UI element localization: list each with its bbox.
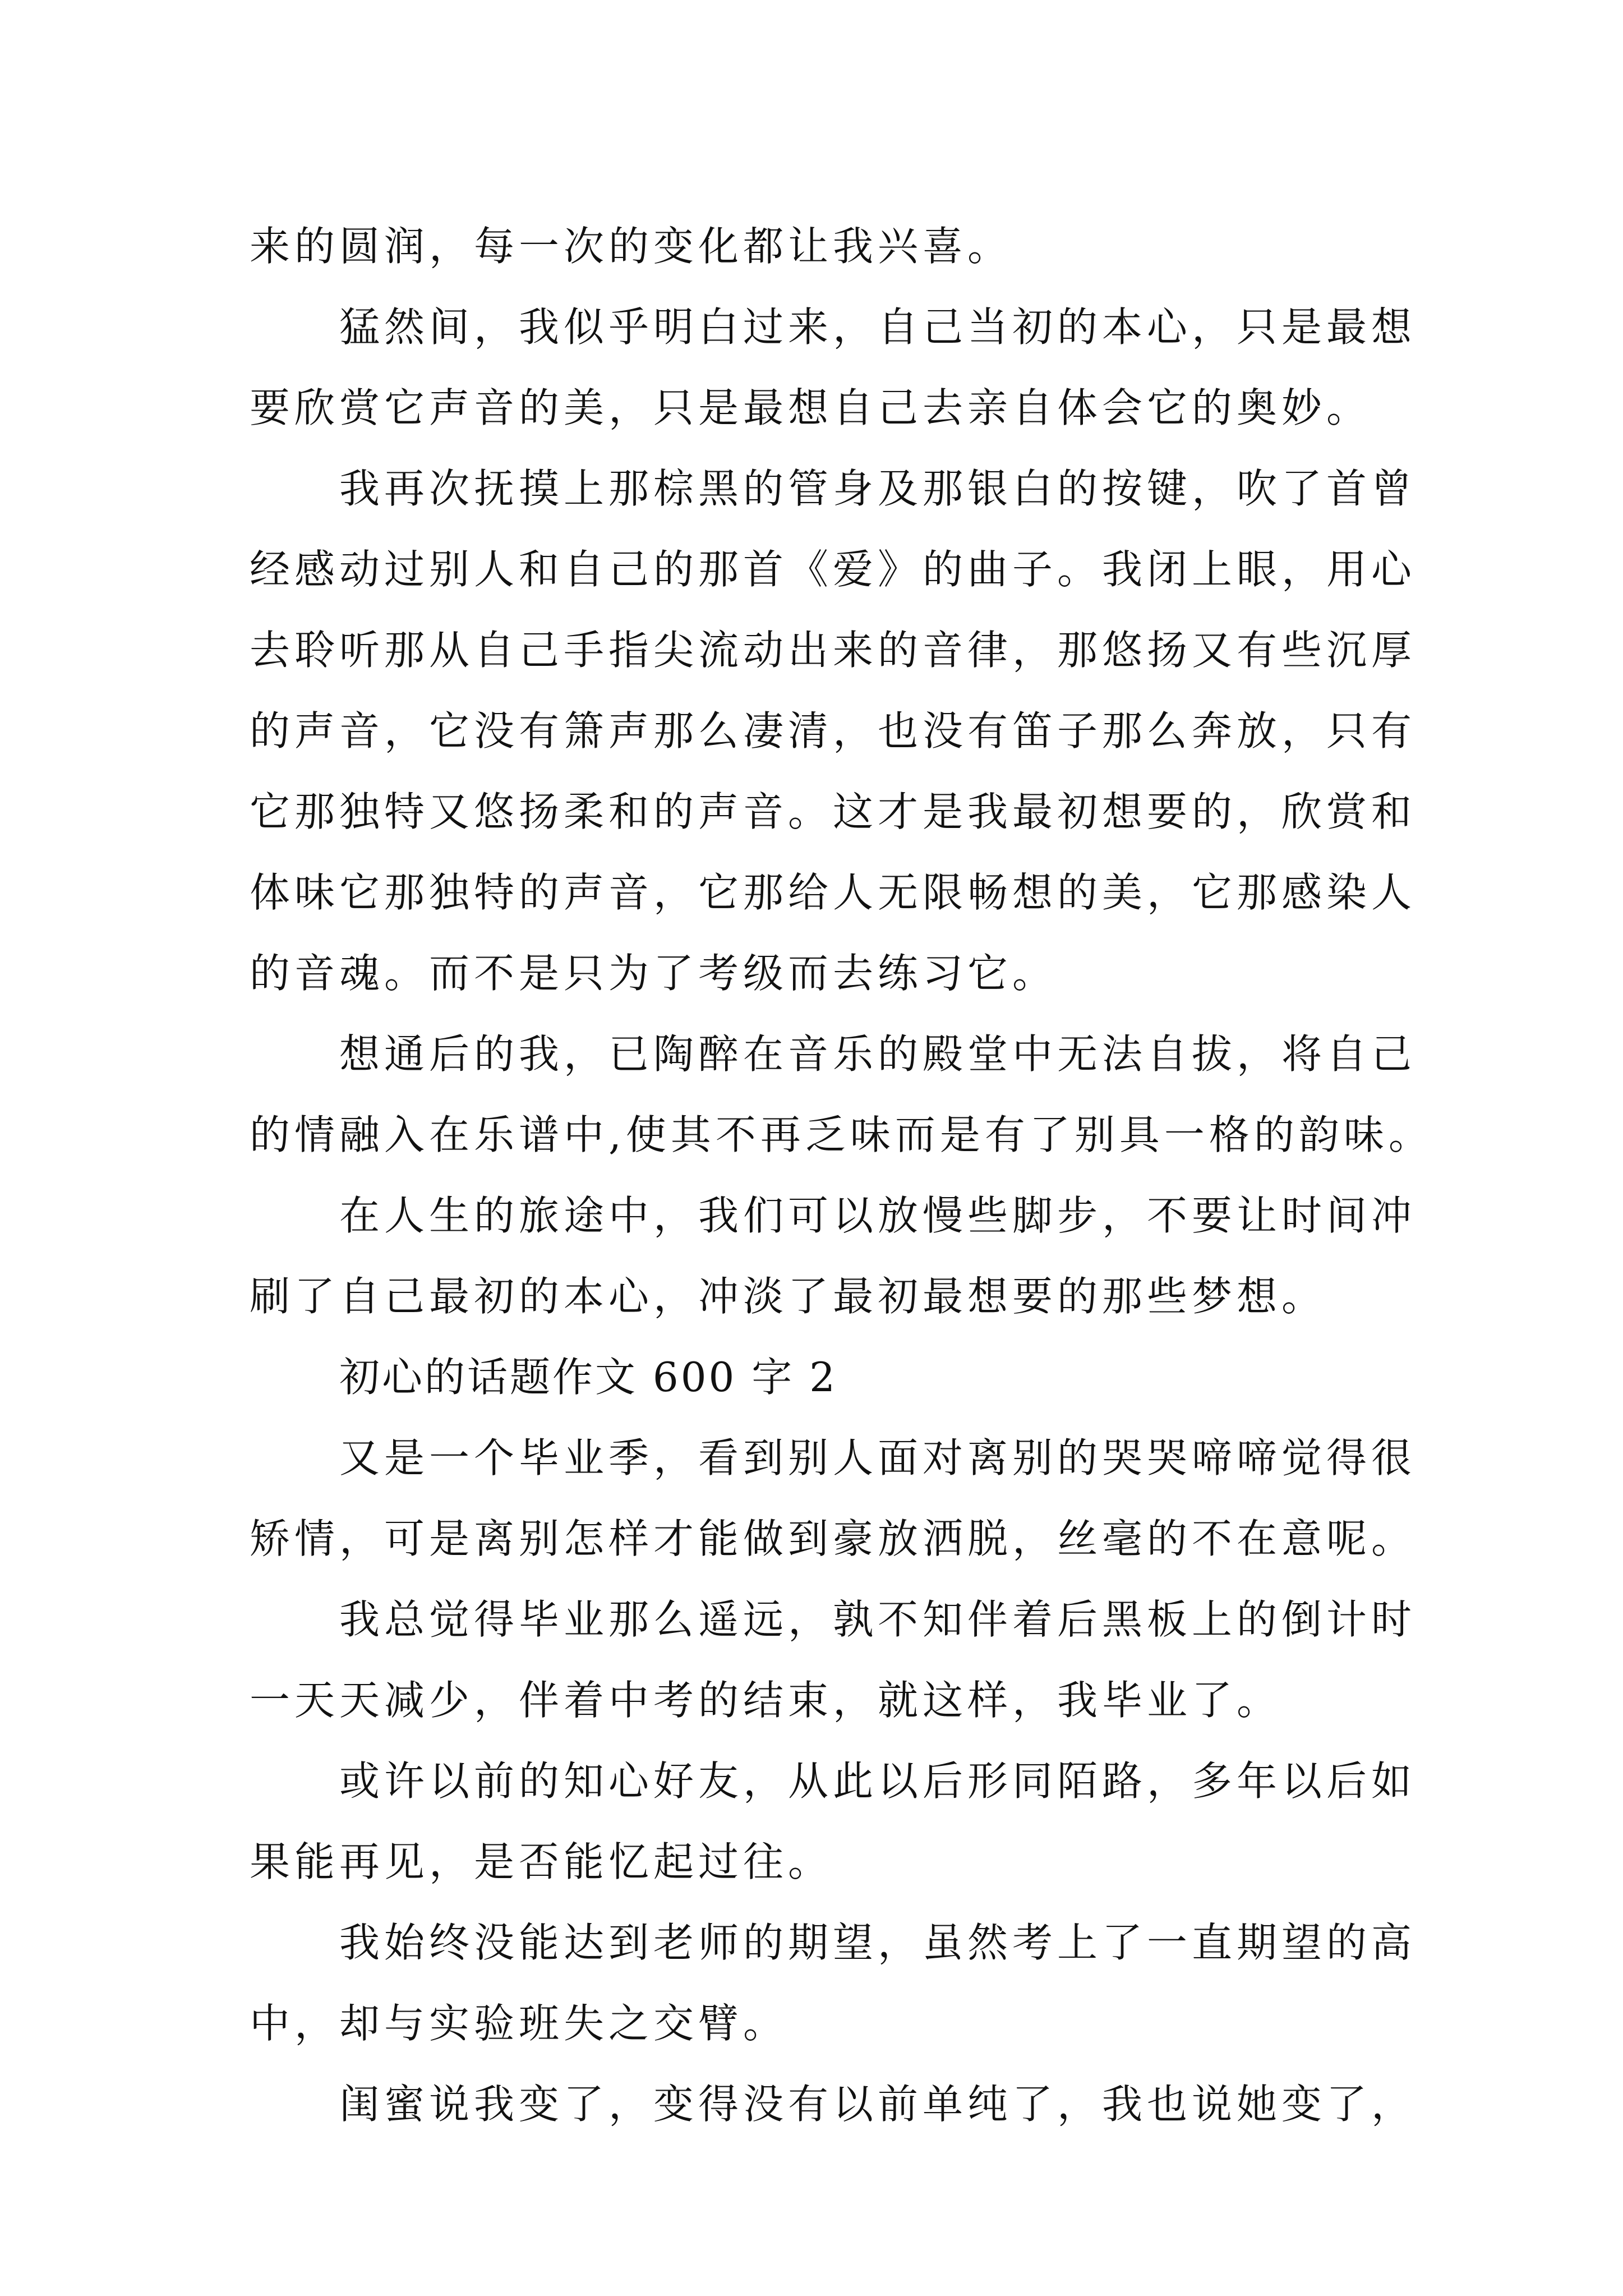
paragraph xyxy=(250,448,1417,1014)
text-line: 我再次抚摸上那棕黑的管身及那银白的按键，吹了首曾 xyxy=(339,465,1417,512)
text-line: 或许以前的知心好友，从此以后形同陌路，多年以后如 xyxy=(339,1757,1417,1805)
text-line: 猛然间，我似乎明白过来，自己当初的本心，只是最想 xyxy=(339,303,1417,351)
paragraph xyxy=(250,287,1417,448)
text-line: 去聆听那从自己手指尖流动出来的音律，那悠扬又有些沉厚 xyxy=(250,627,1417,674)
text-line: 闺蜜说我变了，变得没有以前单纯了，我也说她变了， xyxy=(339,2081,1417,2128)
text-line: 要欣赏它声音的美，只是最想自己去亲自体会它的奥妙。 xyxy=(250,384,1372,431)
text-line: 中，却与实验班失之交臂。 xyxy=(250,2000,789,2047)
text-line: 体味它那独特的声音，它那给人无限畅想的美，它那感染人 xyxy=(250,869,1417,916)
paragraph xyxy=(250,1579,1417,1741)
section-heading xyxy=(250,1337,1394,1418)
text-line: 它那独特又悠扬柔和的声音。这才是我最初想要的，欣赏和 xyxy=(250,788,1417,835)
text-line: 一天天减少，伴着中考的结束，就这样，我毕业了。 xyxy=(250,1677,1282,1724)
paragraph xyxy=(250,1014,1433,1175)
text-line: 的情融入在乐谱中,使其不再乏味而是有了别具一格的韵味。 xyxy=(250,1111,1433,1158)
paragraph xyxy=(250,1741,1417,1902)
paragraph xyxy=(250,1418,1417,1579)
paragraph xyxy=(250,2064,1417,2145)
text-line: 我总觉得毕业那么遥远，孰不知伴着后黑板上的倒计时 xyxy=(339,1596,1417,1643)
document-body xyxy=(250,206,1433,2145)
paragraph xyxy=(250,206,1394,287)
heading-text: 初心的话题作文 600 字 2 xyxy=(339,1354,837,1401)
text-line: 我始终没能达到老师的期望，虽然考上了一直期望的高 xyxy=(339,1919,1417,1966)
text-line: 的音魂。而不是只为了考级而去练习它。 xyxy=(250,950,1058,997)
paragraph xyxy=(250,1902,1417,2064)
text-line: 经感动过别人和自己的那首《爱》的曲子。我闭上眼，用心 xyxy=(250,546,1417,593)
text-line: 在人生的旅途中，我们可以放慢些脚步，不要让时间冲 xyxy=(339,1192,1417,1239)
text-line: 矫情，可是离别怎样才能做到豪放洒脱，丝毫的不在意呢。 xyxy=(250,1515,1417,1562)
text-line: 想通后的我，已陶醉在音乐的殿堂中无法自拔，将自己 xyxy=(339,1030,1417,1078)
text-line: 来的圆润，每一次的变化都让我兴喜。 xyxy=(250,223,1013,270)
text-line: 的声音，它没有箫声那么凄清，也没有笛子那么奔放，只有 xyxy=(250,707,1417,754)
text-line: 又是一个毕业季，看到别人面对离别的哭哭啼啼觉得很 xyxy=(339,1434,1417,1481)
text-line: 刷了自己最初的本心，冲淡了最初最想要的那些梦想。 xyxy=(250,1273,1327,1320)
paragraph xyxy=(250,1175,1417,1337)
text-line: 果能再见，是否能忆起过往。 xyxy=(250,1838,833,1885)
